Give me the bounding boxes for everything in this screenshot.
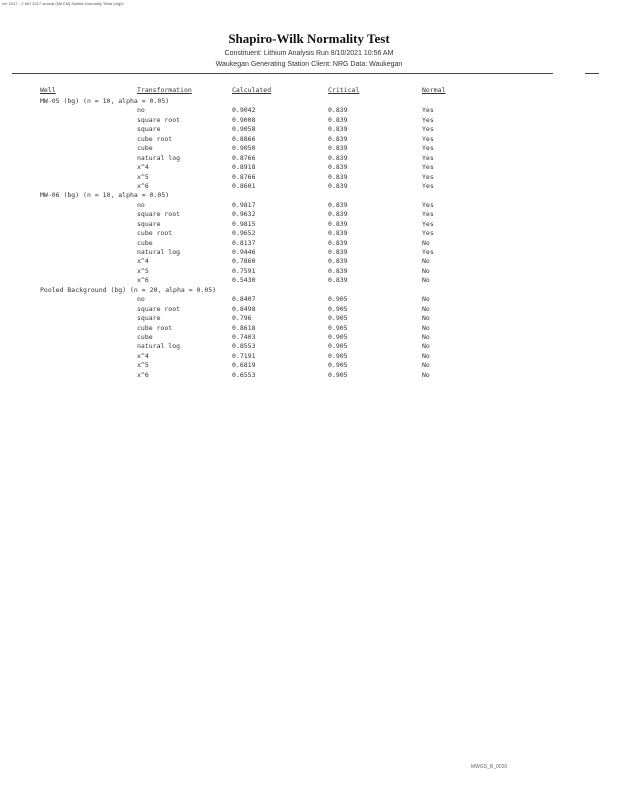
header-divider-right [585, 73, 599, 74]
cell-normal: No [422, 342, 430, 351]
cell-normal: No [422, 257, 430, 266]
table-row [0, 352, 618, 361]
cell-calculated: 0.9817 [232, 200, 256, 209]
table-row [0, 361, 618, 370]
cell-critical: 0.905 [328, 342, 348, 351]
cell-normal: No [422, 295, 430, 304]
cell-calculated: 0.9632 [232, 210, 256, 219]
cell-normal: No [422, 266, 430, 275]
cell-calculated: 0.9008 [232, 115, 256, 124]
cell-calculated: 0.9652 [232, 229, 256, 238]
cell-transformation: x^6 [137, 276, 149, 285]
cell-calculated: 0.8137 [232, 238, 256, 247]
cell-transformation: square root [137, 210, 181, 219]
table-row [0, 154, 618, 163]
cell-transformation: cube root [137, 134, 173, 143]
cell-critical: 0.905 [328, 323, 348, 332]
table-row [0, 324, 618, 333]
cell-calculated: 0.7860 [232, 257, 256, 266]
cell-calculated: 0.7591 [232, 266, 256, 275]
cell-critical: 0.839 [328, 172, 348, 181]
cell-normal: No [422, 314, 430, 323]
cell-calculated: 0.8766 [232, 153, 256, 162]
cell-transformation: square [137, 219, 161, 228]
cell-calculated: 0.7403 [232, 332, 256, 341]
cell-normal: Yes [422, 163, 434, 172]
table-row [0, 182, 618, 191]
table-row [0, 239, 618, 248]
table-row [0, 135, 618, 144]
cell-normal: No [422, 304, 430, 313]
cell-transformation: no [137, 106, 145, 115]
cell-critical: 0.839 [328, 163, 348, 172]
cell-calculated: 0.8766 [232, 172, 256, 181]
cell-critical: 0.905 [328, 351, 348, 360]
cell-critical: 0.839 [328, 248, 348, 256]
table-row [0, 342, 618, 351]
cell-normal: Yes [422, 134, 434, 143]
cell-normal: No [422, 370, 430, 379]
cell-critical: 0.839 [328, 257, 348, 266]
cell-normal: No [422, 351, 430, 360]
cell-calculated: 0.6553 [232, 370, 256, 379]
cell-transformation: natural log [137, 153, 181, 162]
cell-normal: Yes [422, 248, 434, 256]
cell-transformation: x^5 [137, 172, 149, 181]
col-header-critical: Critical [328, 86, 360, 94]
table-row [0, 125, 618, 134]
cell-critical: 0.839 [328, 200, 348, 209]
col-header-calculated: Calculated [232, 86, 272, 94]
cell-critical: 0.839 [328, 219, 348, 228]
cell-transformation: square root [137, 304, 181, 313]
cell-critical: 0.905 [328, 370, 348, 379]
header-line: ref: 2017 - 2 MG 2017 annual (MKCM) Sulfate Normality Tests (mg/l) [2, 1, 124, 6]
cell-transformation: x^5 [137, 361, 149, 370]
cell-normal: Yes [422, 106, 434, 115]
cell-transformation: cube root [137, 229, 173, 238]
cell-normal: Yes [422, 219, 434, 228]
cell-critical: 0.905 [328, 304, 348, 313]
cell-transformation: square [137, 125, 161, 134]
table-row [0, 116, 618, 125]
cell-normal: Yes [422, 181, 434, 190]
cell-transformation: cube [137, 238, 153, 247]
cell-transformation: x^6 [137, 181, 149, 190]
page-title: Shapiro-Wilk Normality Test [228, 31, 390, 46]
table-row [0, 144, 618, 153]
col-header-normal: Normal [422, 86, 446, 94]
table-row [0, 106, 618, 115]
cell-transformation: x^4 [137, 257, 149, 266]
table-row [0, 314, 618, 323]
cell-normal: No [422, 238, 430, 247]
cell-critical: 0.839 [328, 125, 348, 134]
table-row [0, 333, 618, 342]
cell-calculated: 0.5430 [232, 276, 256, 285]
cell-normal: No [422, 332, 430, 341]
cell-transformation: square root [137, 115, 181, 124]
cell-calculated: 0.9446 [232, 248, 256, 256]
cell-transformation: cube root [137, 323, 173, 332]
cell-transformation: natural log [137, 248, 181, 256]
cell-critical: 0.839 [328, 266, 348, 275]
well-group-label: MW-05 (bg) (n = 10, alpha = 0.05) [40, 97, 170, 105]
cell-transformation: x^5 [137, 266, 149, 275]
cell-normal: Yes [422, 125, 434, 134]
cell-calculated: 0.9042 [232, 106, 256, 115]
cell-normal: No [422, 361, 430, 370]
cell-calculated: 0.8553 [232, 342, 256, 351]
well-group-label: Pooled Background (bg) (n = 20, alpha = 0.05) [40, 285, 217, 294]
cell-critical: 0.839 [328, 181, 348, 190]
table-body [0, 97, 618, 380]
cell-critical: 0.839 [328, 229, 348, 238]
cell-transformation: cube [137, 332, 153, 341]
results-table [0, 86, 618, 380]
cell-critical: 0.839 [328, 115, 348, 124]
cell-calculated: 0.7191 [232, 351, 256, 360]
table-row [0, 276, 618, 285]
cell-normal: Yes [422, 200, 434, 209]
table-row [0, 201, 618, 210]
cell-critical: 0.905 [328, 361, 348, 370]
cell-transformation: square [137, 314, 161, 323]
cell-normal: Yes [422, 144, 434, 153]
cell-transformation: natural log [137, 342, 181, 351]
cell-critical: 0.839 [328, 210, 348, 219]
table-row [0, 229, 618, 238]
cell-calculated: 0.8407 [232, 295, 256, 304]
cell-transformation: cube [137, 144, 153, 153]
table-row [0, 248, 618, 257]
col-header-well: Well [40, 86, 56, 94]
cell-calculated: 0.8618 [232, 323, 256, 332]
table-row [0, 163, 618, 172]
table-row [0, 267, 618, 276]
cell-critical: 0.905 [328, 295, 348, 304]
cell-calculated: 0.8918 [232, 163, 256, 172]
table-row [0, 371, 618, 380]
cell-normal: Yes [422, 172, 434, 181]
cell-transformation: x^4 [137, 351, 149, 360]
cell-calculated: 0.9058 [232, 125, 256, 134]
cell-critical: 0.839 [328, 276, 348, 285]
cell-calculated: 0.8601 [232, 181, 256, 190]
header-divider [12, 73, 553, 74]
cell-normal: No [422, 323, 430, 332]
cell-calculated: 0.6819 [232, 361, 256, 370]
cell-calculated: 0.8498 [232, 304, 256, 313]
cell-normal: Yes [422, 153, 434, 162]
table-row [0, 257, 618, 266]
cell-critical: 0.839 [328, 144, 348, 153]
analysis-subtitle: Constituent: Lithium Analysis Run 8/10/2021 10:56 AM [224, 50, 394, 57]
cell-critical: 0.839 [328, 238, 348, 247]
table-row [0, 210, 618, 219]
well-group-label: MW-06 (bg) (n = 10, alpha = 0.05) [40, 191, 170, 200]
table-row [0, 295, 618, 304]
table-row [0, 220, 618, 229]
column-headers [0, 86, 618, 97]
cell-calculated: 0.8866 [232, 134, 256, 143]
page-id-footer: MWGS_B_0020 [471, 764, 508, 770]
cell-critical: 0.905 [328, 314, 348, 323]
cell-critical: 0.839 [328, 106, 348, 115]
cell-transformation: x^6 [137, 370, 149, 379]
cell-normal: Yes [422, 210, 434, 219]
table-row [0, 305, 618, 314]
cell-calculated: 0.796 [232, 314, 252, 323]
col-header-transformation: Transformation [137, 86, 192, 94]
cell-normal: Yes [422, 229, 434, 238]
cell-calculated: 0.9815 [232, 219, 256, 228]
cell-calculated: 0.9050 [232, 144, 256, 153]
cell-transformation: x^4 [137, 163, 149, 172]
cell-normal: Yes [422, 115, 434, 124]
cell-critical: 0.839 [328, 153, 348, 162]
cell-transformation: no [137, 200, 145, 209]
cell-critical: 0.905 [328, 332, 348, 341]
cell-normal: No [422, 276, 430, 285]
cell-transformation: no [137, 295, 145, 304]
cell-critical: 0.839 [328, 134, 348, 143]
table-row [0, 173, 618, 182]
site-subtitle: Waukegan Generating Station Client: NRG Data: Waukegan [215, 61, 403, 68]
